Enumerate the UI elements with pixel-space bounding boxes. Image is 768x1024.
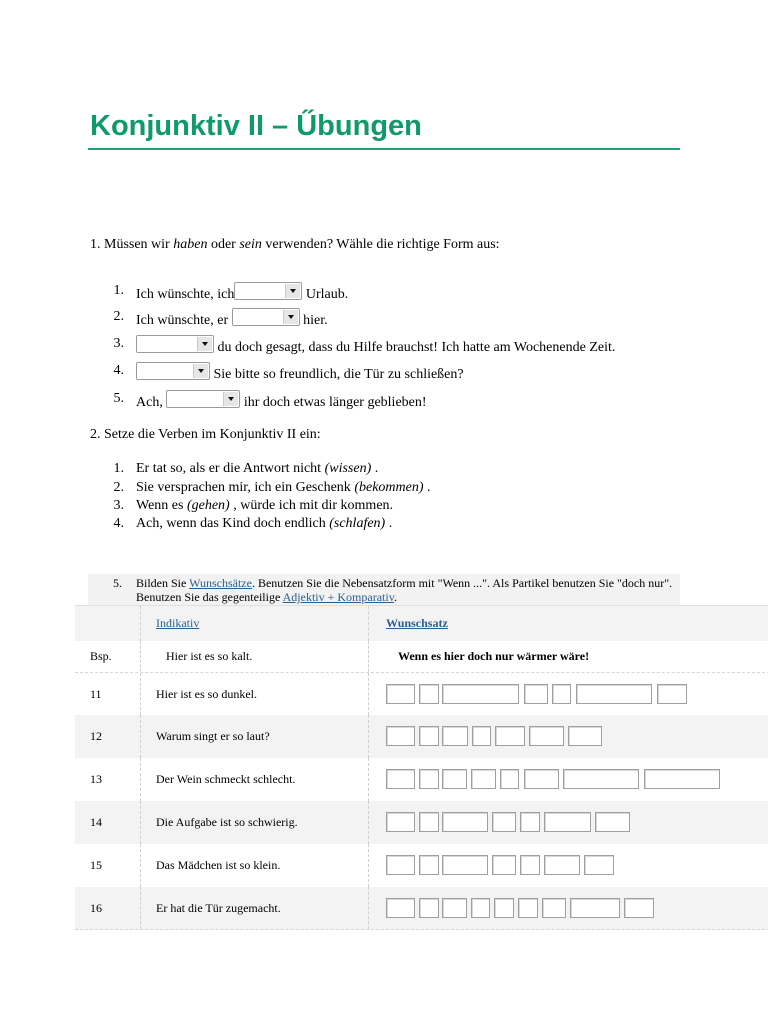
verb-form-dropdown[interactable] [136,362,210,380]
answer-inputs [368,715,768,758]
chevron-down-icon [197,337,212,351]
exercise-2-heading: 2. Setze die Verben im Konjunktiv II ein: [90,427,321,442]
answer-input[interactable] [386,726,415,746]
exercise-1-heading: 1. Müssen wir haben oder sein verwenden? Wähle die richtige Form aus: [90,237,500,252]
item-number: 1. [113,461,124,476]
answer-input[interactable] [419,898,439,918]
answer-input[interactable] [494,898,514,918]
answer-input[interactable] [644,769,720,789]
exercise-5-text: Bilden Sie Wunschsätze. Benutzen Sie die Nebensatzform mit "Wenn ...". Als Partikel benutzen Sie "doch nur". Benutzen Sie das gegenteilige Adjektiv + Komparativ. [136,576,673,604]
answer-input[interactable] [595,812,630,832]
answer-input[interactable] [624,898,654,918]
item-number: 4. [113,363,124,378]
chevron-down-icon [223,392,238,406]
answer-input[interactable] [442,855,488,875]
wunschsaetze-link[interactable]: Wunschsätze [189,576,252,590]
example-indikativ: Hier ist es so kalt. [140,641,368,672]
row-indikativ: Hier ist es so dunkel. [140,673,368,715]
answer-input[interactable] [584,855,614,875]
table-row [75,758,768,801]
answer-input[interactable] [442,812,488,832]
chevron-down-icon [285,284,300,298]
row-indikativ: Er hat die Tür zugemacht. [140,887,368,929]
answer-input[interactable] [442,769,467,789]
answer-input[interactable] [518,898,538,918]
answer-input[interactable] [471,898,490,918]
row-number: 12 [90,729,102,743]
table-row [75,672,768,715]
adjektiv-komparativ-link[interactable]: Adjektiv + Komparativ [282,590,394,604]
answer-input[interactable] [520,855,540,875]
verb-form-dropdown[interactable] [234,282,302,300]
table-row [75,844,768,887]
answer-input[interactable] [442,684,519,704]
answer-input[interactable] [520,812,540,832]
answer-input[interactable] [568,726,602,746]
item-number: 3. [113,498,124,513]
answer-input[interactable] [472,726,491,746]
answer-input[interactable] [419,769,439,789]
row-indikativ: Warum singt er so laut? [140,715,368,758]
chevron-down-icon [283,310,298,324]
answer-input[interactable] [419,855,439,875]
row-indikativ: Das Mädchen ist so klein. [140,844,368,887]
answer-input[interactable] [542,898,566,918]
answer-input[interactable] [544,855,580,875]
answer-input[interactable] [442,726,468,746]
answer-input[interactable] [492,855,516,875]
answer-input[interactable] [471,769,496,789]
answer-inputs [368,673,768,715]
answer-inputs [368,844,768,887]
table-row [75,715,768,758]
answer-input[interactable] [419,684,439,704]
exercise-2-item: Ach, wenn das Kind doch endlich (schlafen) . [136,516,393,531]
answer-input[interactable] [386,812,415,832]
answer-input[interactable] [544,812,591,832]
page-title: Konjunktiv II – Űbungen [90,110,422,142]
example-row [75,641,768,672]
answer-input[interactable] [386,684,415,704]
item-number: 2. [113,309,124,324]
exercise-2-item: Wenn es (gehen) , würde ich mit dir kommen. [136,498,394,513]
row-number: 13 [90,772,102,786]
item-number: 2. [113,480,124,495]
answer-input[interactable] [492,812,516,832]
exercise-1-item: Ach, ihr doch etwas länger geblieben! [136,390,427,412]
exercise-1-item: Sie bitte so freundlich, die Tür zu schließen? [136,362,464,384]
exercise-5-instructions [88,574,680,606]
answer-inputs [368,887,768,929]
row-indikativ: Die Aufgabe ist so schwierig. [140,801,368,844]
item-number: 5. [113,576,122,590]
wunschsatz-header-link[interactable]: Wunschsatz [386,616,448,630]
table-row [75,887,768,930]
exercise-2-item: Sie versprachen mir, ich ein Geschenk (bekommen) . [136,480,431,495]
item-number: 1. [113,283,124,298]
row-number: 14 [90,815,102,829]
exercise-1-item: du doch gesagt, dass du Hilfe brauchst! Ich hatte am Wochenende Zeit. [136,335,615,357]
answer-inputs [368,801,768,844]
verb-form-dropdown[interactable] [136,335,214,353]
exercise-1-item: Ich wünschte, er hier. [136,308,328,330]
answer-input[interactable] [386,898,415,918]
answer-input[interactable] [563,769,639,789]
answer-input[interactable] [495,726,525,746]
table-header-row [75,605,768,641]
answer-inputs [368,758,768,801]
table-row [75,801,768,844]
answer-input[interactable] [576,684,652,704]
title-underline [88,148,680,150]
row-number: 11 [90,686,102,701]
item-number: 5. [113,391,124,406]
exercise-2-item: Er tat so, als er die Antwort nicht (wissen) . [136,461,379,476]
exercise-1-item: Ich wünschte, ich Urlaub. [136,282,348,304]
example-wunschsatz: Wenn es hier doch nur wärmer wäre! [368,641,768,672]
row-number: 15 [90,858,102,872]
indikativ-header-link[interactable]: Indikativ [156,616,200,630]
row-number: 16 [90,900,102,915]
row-indikativ: Der Wein schmeckt schlecht. [140,758,368,801]
answer-input[interactable] [419,726,439,746]
answer-input[interactable] [657,684,687,704]
answer-input[interactable] [500,769,519,789]
chevron-down-icon [193,364,208,378]
answer-input[interactable] [570,898,620,918]
answer-input[interactable] [386,855,415,875]
verb-form-dropdown[interactable] [166,390,240,408]
answer-input[interactable] [524,684,548,704]
item-number: 3. [113,336,124,351]
answer-input[interactable] [529,726,564,746]
example-label: Bsp. [90,649,112,663]
answer-input[interactable] [552,684,571,704]
answer-input[interactable] [419,812,439,832]
answer-input[interactable] [386,769,415,789]
answer-input[interactable] [442,898,467,918]
item-number: 4. [113,516,124,531]
answer-input[interactable] [524,769,559,789]
verb-form-dropdown[interactable] [232,308,300,326]
